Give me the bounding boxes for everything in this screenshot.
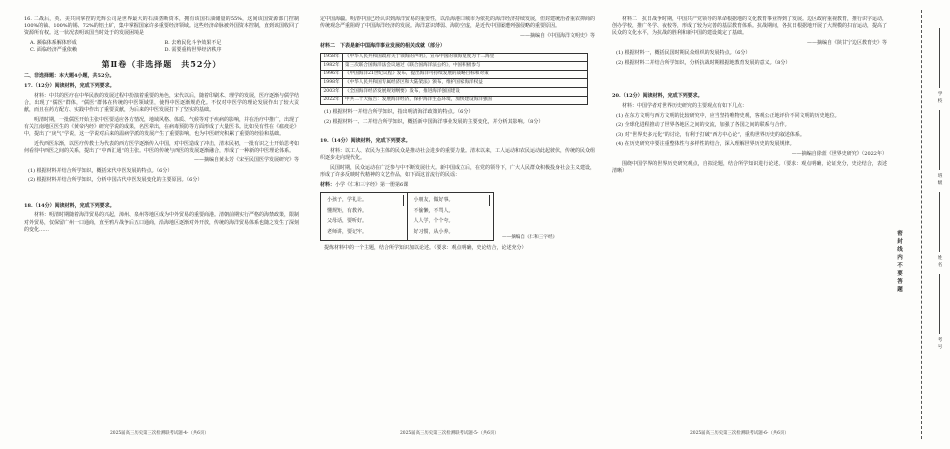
seal-field-class: 班级 [937,174,943,186]
q19-material-cont: 材料二 抗日战争时期，中国共产党领导的革命根据地的文化教育事业得到了发展。边区政府重视教育，推行识字运动，创办学校，推广冬学、夜校等，形成了较为完善的基层教育体系。抗战期间，各抗日根据地开展了大规模的扫盲运动，提高了民众的文化水平，为抗战的胜利和新中国的建设奠定了基础。 [612,16,887,37]
q18-material-1-source: ——摘编自《中国海洋文明史》等 [519,32,595,39]
q16-options [30,40,299,54]
table-row [321,79,588,88]
q16-option-c[interactable]: C. 面临经济严重依赖 [30,47,77,54]
q19-requirement-2: (2) 根据材料二并结合所学知识，分析抗战时期根据地教育发展的意义。（8分） [616,59,791,66]
q19-requirement: 提炼材料中的一个主题，结合所学知识加以论述。（要求：观点明确，史论结合，论述充分） [324,244,527,251]
footer-page-4: 2025届高三历史第三次检测联考试题-4-（共6页） [110,430,209,436]
seal-field-rule [939,28,940,88]
poem-line: 小孩子，学礼让。 [324,195,404,206]
seal-margin [892,0,950,449]
table-cell-event: 《全国海洋经济发展规划纲要》发布，推进海洋强国建设 [343,87,588,96]
q20-source: ——摘编自徐蓝《世界史研究》（2022年） [791,150,887,157]
q17-requirement-1: (1) 根据材料并结合所学知识，概括宋代中医发展的特点。（6分） [28,167,173,174]
q20-head: 20.（12分）阅读材料，完成下列要求。 [612,93,703,100]
q19-poem-caption: 材料：小学《仁和三字经》第一册第6课 [320,181,409,188]
q16-stem: 16. 二战后，英、美共同掌控的光辉公司是世界最大的石油垄断资本，拥有该国石油储量的55%，这间该国资源部门控制100%的铀、100%的锡、72%的铝土矿，集中掌握国家许多重要经济领域。这些经济命脉被外国资本控制，直到该国收回了资源所有权。这一状况表明该国当时处于的发展困境是 [24,16,299,37]
answer-space [24,187,299,201]
poem-line: 懂规矩，有教养。 [327,207,368,214]
q19-material-2: 民国时期，民众运动在广泛参与中不断发展壮大。新中国成立后，在党的领导下，广大人民群众积极投身社会主义建设，形成了许多反映时代精神的文艺作品，如下面这首流行的民谣： [320,164,595,178]
seal-field-rule [939,192,940,252]
q19-head: 19.（14分）阅读材料，完成下列要求。 [320,138,411,145]
q20-requirement: 围绕中国学界的世界历史研究观点，自拟论题，结合所学知识进行论述。（要求：观点明确，论证充分，史论结合，表述清晰） [612,161,887,175]
q20-point-2: (2) 全球化进程推动了世界各地区之间的交流，加强了各国之间的联系与合作。 [616,122,790,129]
seal-field-rule [939,110,940,170]
table-cell-year: 2003年 [321,87,343,96]
answer-space [612,83,887,91]
poem-line: 父母话，要听好。 [327,218,368,225]
q19-source: ——摘编自《陕甘宁边区教育史》等 [806,40,887,46]
seal-field-school: 学校 [937,92,943,104]
maritime-table [320,53,588,106]
footer-page-5: 2025届高三历史第三次检测联考试题-5-（共6页） [400,430,499,436]
q18-head: 18.（14分）阅读材料，完成下列要求。 [24,202,115,209]
q17-head: 17.（12分）阅读材料，完成下列要求。 [24,83,115,89]
column-page-4 [24,16,299,416]
seal-warning: 密封线内不要答题 [897,231,903,293]
table-cell-year: 1958年 [321,53,343,62]
poem-column-left [408,193,494,240]
q17-material-1: 材料：中共的医疗在中华民族的发展过程中扮演着重要的角色，宋代以后，随着印刷术、理学的发展，医疗逐渐与儒学结合，出现了“儒医”群体，“儒医”群体在传统的中医领域里，使得中医逐渐规范化。不仅对中医学的理论发展作出了较大贡献，而且在药方配方、实践中作出了重要贡献，为后来的中医发展打下了坚实的基础。 [24,92,299,113]
q16-option-d[interactable]: D. 需要重构世界经济秩序 [164,47,222,54]
q18-material-2-title: 材料二 下表是新中国海洋事业发展的相关成就（部分） [320,43,446,49]
table-cell-year: 1982年 [321,62,343,71]
table-row [321,70,588,79]
q17-requirement-2: (2) 根据材料并结合所学知识，分析中国古代中医发展变化的主要原因。（6分） [28,177,203,184]
q19-material-1: 材料：以工人、农民为主体的民众是推动社会进步的重要力量。清末以来，工人运动和农民运动此起彼伏，传统的民众组织逐步走向现代化。 [320,147,595,162]
table-cell-event: 《中国海洋21世纪议程》发布，提出海洋可持续发展的战略目标和对策 [343,70,588,79]
poem-line: 不偷懒，不骂人。 [413,207,454,214]
q18-requirement-2: (2) 根据材料一、二并结合所学知识，概括新中国海洋事业发展的主要变化，并分析其影响。（8分） [324,118,544,125]
q18-material-1-cont: 定中国海疆。明清中国已经认识到海洋贸易的重要性，以沿海港口城市为依托的海洋经济持续发展，但封建统治者重农抑商的传统观念严重阻碍了中国海洋经济的发展。海洋意识薄弱、海防空虚，是近代中国屡遭列强侵略的重要原因。 [320,16,595,30]
seal-field-rule [939,274,940,334]
answer-space [612,69,887,83]
q17-source: ——摘编自黄永芳《宋至民国医学发展研究》等 [193,157,299,164]
poem-column-right [321,193,408,240]
footer-page-6: 2025届高三历史第三次检测联考试题-6-（共6页） [690,430,789,436]
table-row [321,87,588,96]
q20-point-3: (3) 对“世界史多元化”的讨论，有利于打破“西方中心论”，重构世界历史的叙述体系。 [616,131,805,138]
poem-block [320,192,595,241]
q16-option-b[interactable]: B. 去殖民化斗争效果不足 [164,40,222,46]
table-row [321,62,588,71]
q19-requirement-1: (1) 根据材料一，概括民国时期民众组织的发展特点。（6分） [616,50,751,57]
table-cell-event: 第三次联合国海洋法会议通过《联合国海洋法公约》，中国积极参与 [343,62,588,71]
q20-point-1: (1) 在东方文明与西方文明的比较研究中，应当坚持唯物史观，客观公正地评价不同文明的历史地位。 [616,112,840,119]
poem-line: 小朋友，做好事。 [411,195,491,206]
q20-material: 材料：中国学者对世界历史研究的主要观点有如下几点： [622,102,748,109]
q18-material-1: 材料：明清时期随着海洋贸易的兴起，漳州、泉州等地区成为中外贸易的重要商港。清朝前期实行严格的海禁政策，限制对外贸易，仅保留广州一口通商，直至鸦片战争后五口通商，沿海地区逐渐对外开放，传统的海洋贸易体系也随之发生了深刻的变化…… [24,212,299,233]
poem-line: 人人学，个个夸。 [413,218,454,225]
table-row [321,53,588,62]
q16-option-a[interactable]: A. 濒临体系解体形成 [30,40,77,46]
table-cell-event: 《中华人民共和国专属经济区和大陆架法》颁布，维护国家海洋权益 [343,79,588,88]
q17-material-3: 近代西医东渐，以医疗传教士为代表的西方医学逐渐传入中国，对中医造成了冲击，清末民初，一批有识之士开始思考如何看待中西医之间的关系，提出了“中西汇通”的主张。中医的传统与西医的发展逐渐融合，形成了一种新的中医理论体系。 [24,140,299,154]
seal-dashed-line [921,10,922,439]
poem-line: 老师讲，要记牢。 [327,229,368,236]
seal-field-name: 姓名 [937,256,943,268]
table-cell-event: 中共二十大报告：发展海洋经济，保护海洋生态环境，加快建设海洋强国 [343,96,588,105]
table-cell-event: 《中华人民共和国政府关于领海的声明》，宣布中国的领海宽度为十二海里 [343,53,588,62]
table-row [321,96,588,105]
q20-point-4: (4) 在历史研究中要注重整体性与多样性的结合，深入理解世界历史的发展规律。 [616,141,795,148]
table-cell-year: 1996年 [321,70,343,79]
q17-material-2: 明清时期，一批儒医开始主张中医要适应各方情况，地域风格、体质、气候等对于疾病的影响，并在治疗中推广，出现了有关江南地区医生的《黄帝内经》研究学说的成果，名医辈出，在病毒预防等方面形成了大量医书。比如吴有性在《瘟疫论》中，提出了“戾气”学说，这一学说对后来的温病学派的发展产生了重要影响，也为中医研究积累了重要的经验和基础。 [24,116,299,137]
poem-source: ——摘编自《仁和三字经》 [502,234,558,240]
poem-box [320,192,494,241]
poem-line: 好习惯，从小养。 [413,229,454,236]
part2-note: 二、非选择题：本大题4小题，共52分。 [24,73,115,80]
column-page-6 [612,16,887,416]
seal-field-exam-no: 考号 [937,338,943,350]
table-cell-year: 1998年 [321,79,343,88]
part2-title: 第Ⅱ卷（非选择题 共52分） [101,59,222,70]
q18-requirement-1: (1) 根据材料一并结合所学知识，指出明清海洋政策的特点。（6分） [324,109,474,116]
answer-space [320,128,595,136]
table-cell-year: 2022年 [321,96,343,105]
column-page-5 [320,16,595,416]
